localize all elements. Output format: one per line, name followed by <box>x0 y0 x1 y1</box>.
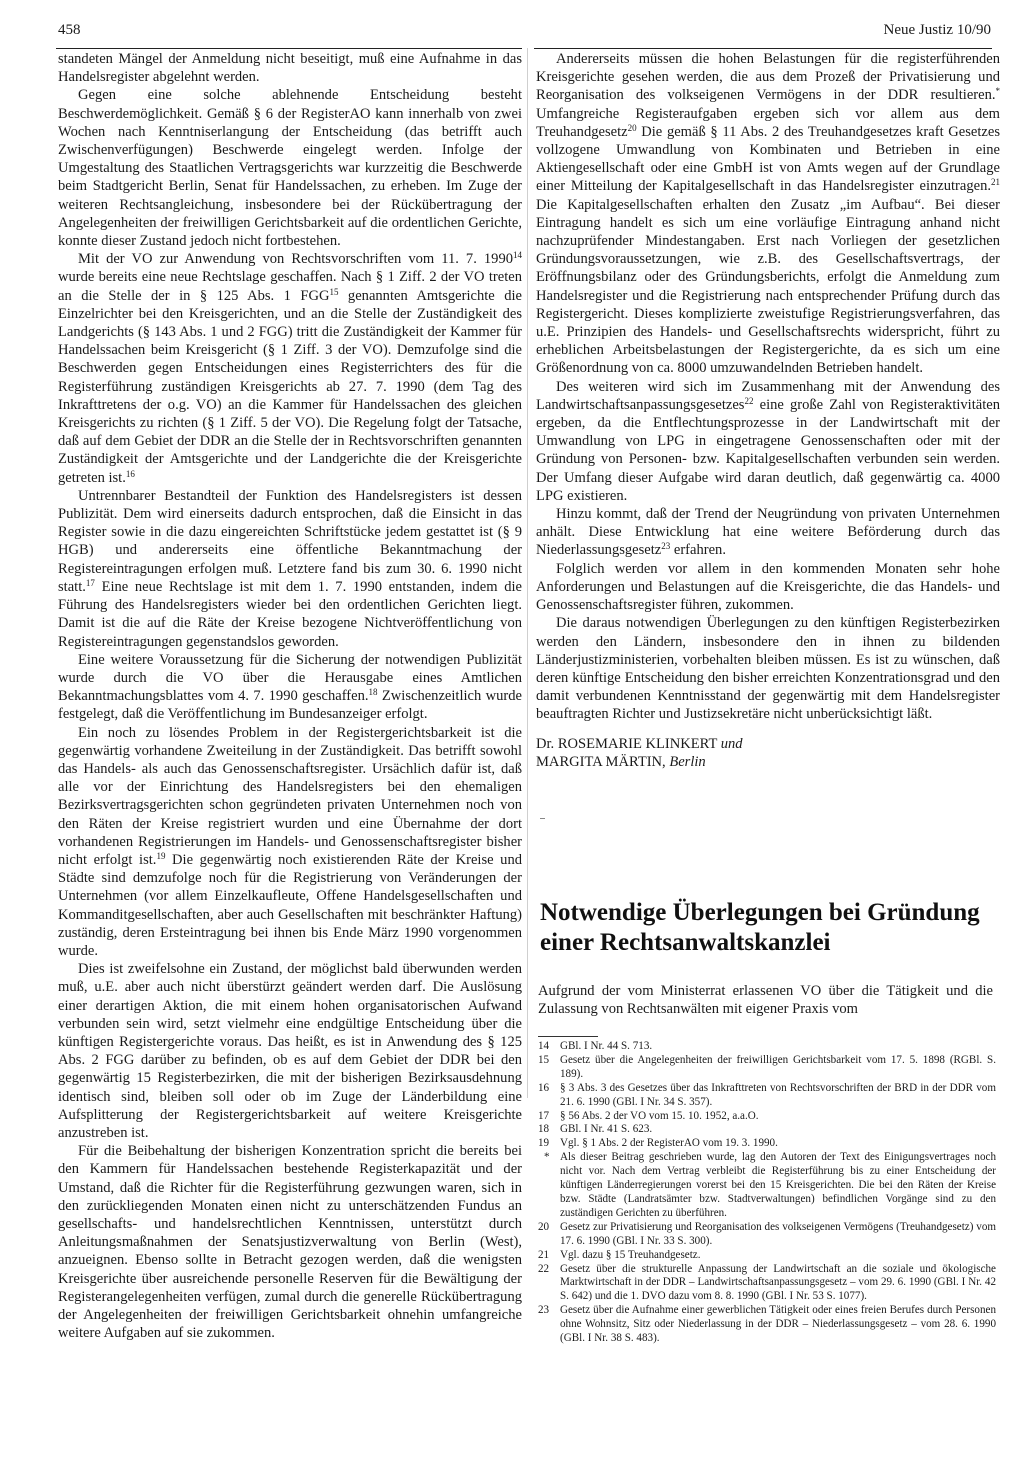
footnote <box>538 1110 996 1124</box>
footnote-reference: 18 <box>368 687 378 698</box>
page-header <box>58 22 991 46</box>
section-mark <box>540 818 545 819</box>
paragraph-text: Die gemäß § 11 Abs. 2 des Treuhandgesetzes kraft Gesetzes vollzogene Umwandlung von Kombinaten und Betrieben in eine Aktiengesellschaft oder eine GmbH ist von Amts wegen auf der Grundlage einer Mitteilung der Kapitalgesellschaft in das Handelsregister einzutragen. <box>536 123 1000 195</box>
footnote-number: 19 <box>538 1137 550 1150</box>
paragraph-text: Des weiteren wird sich im Zusammenhang mit der Anwendung des Landwirtschaftsanpassungsgesetzes <box>536 378 1000 413</box>
header-rule-right <box>534 48 992 49</box>
footnote-reference: 22 <box>744 395 754 406</box>
paragraph-text: Umfangreiche Registeraufgaben ergeben sich vor allem aus dem Treuhandgesetz <box>536 105 1000 140</box>
paragraph-text: eine große Zahl von Registeraktivitäten ergeben, da die Entflechtungsprozesse in der Landwirtschaft mit der Umwandlung von LPG in eingetragene Genossenschaften oder mit der Gründung von Personen- bzw. Kapitalgesellschaften verbunden sein werden. Der Umfang dieser Aufgabe wird daran deutlich, daß gegenwärtig ca. 4000 LPG existieren. <box>536 396 1000 504</box>
footnote-text: Als dieser Beitrag geschrieben wurde, lag den Autoren der Text des Einigungsvertrages noch nicht vor. Nach dem Vertrag verbleibt die Registerführung bis zu einer Entscheidung der künftigen Länderregierungen vorerst bei den 15 Kreisgerichten. Die bei den Räten der Kreise bzw. Städte (Landratsämter bzw. Stadtverwaltungen) befindlichen Vorgänge sind zu den zuständigen Gerichten zu überführen. <box>560 1151 996 1219</box>
footnote-text: Vgl. § 1 Abs. 2 der RegisterAO vom 19. 3. 1990. <box>560 1137 778 1150</box>
footnote-reference: * <box>995 86 1000 97</box>
footnote <box>538 1304 996 1346</box>
footnote-reference: 16 <box>125 468 135 479</box>
paragraph-text: Mit der VO zur Anwendung von Rechtsvorschriften vom 11. 7. 1990 <box>78 251 513 268</box>
paragraph: Folglich werden vor allem in den kommenden Monaten sehr hohe Anforderungen und Belastungen auf die Kreisgerichte, die das Handels- und Genossenschaftsregister führen, zukommen. <box>536 560 1000 614</box>
footnote-number: * <box>544 1151 550 1164</box>
footnote <box>538 1221 996 1249</box>
paragraph: standeten Mängel der Anmeldung nicht beseitigt, muß eine Aufnahme in das Handelsregister abgelehnt werden. <box>58 51 522 86</box>
footnote <box>538 1137 996 1151</box>
footnote-reference: 15 <box>329 286 339 297</box>
column-separator <box>527 48 528 1098</box>
footnote-number: 17 <box>538 1109 550 1122</box>
paragraph-text: Eine weitere Voraussetzung für die Sicherung der notwendigen Publizität wurde durch die VO über die Herausgabe eines Amtlichen Bekanntmachungsblattes vom 4. 7. 1990 geschaffen. <box>58 651 522 705</box>
footnote-number: 16 <box>538 1081 550 1094</box>
footnote-text: Gesetz zur Privatisierung und Reorganisation des volkseigenen Vermögens (Treuhandgesetz) vom 17. 6. 1990 (GBl. I Nr. 33 S. 300). <box>560 1220 996 1247</box>
author-signature <box>536 735 1000 771</box>
footnote-reference: 19 <box>156 850 166 861</box>
paragraph <box>536 50 1000 378</box>
footnote-text: Vgl. dazu § 15 Treuhandgesetz. <box>560 1248 701 1261</box>
article-headline: Notwendige Überlegungen bei Gründung einer Rechtsanwaltskanzlei <box>540 899 980 956</box>
paragraph-text: Ein noch zu lösendes Problem in der Registergerichtsbarkeit ist die gegenwärtig vorhandene Zweiteilung in der Zuständigkeit. Das betrifft sowohl das Handels- als auch das Genossenschaftsregister. Ursächlich dafür ist, daß alle vor der Einrichtung des Handelsregisters bei den ehemaligen Bezirksvertragsgerichten schon gegründeten privaten Unternehmen noch von den Räten der Kreise registriert wurden und eine Übernahme der dort vorhandenen Registrierungen im Handels- und Genossenschaftsregister bisher nicht erfolgt ist. <box>58 724 522 868</box>
header-rule-left <box>56 48 522 49</box>
paragraph-text: Hinzu kommt, daß der Trend der Neugründung von privaten Unternehmen anhält. Diese Entwicklung hat eine weitere Beförderung durch das Niederlassungsgesetz <box>536 506 1000 559</box>
footnote-reference: 17 <box>85 577 95 588</box>
footnote <box>538 1263 996 1305</box>
paragraph-text: Zwischenzeitlich wurde festgelegt, daß die Veröffentlichung im Bundesanzeiger erfolgt. <box>58 688 523 723</box>
paragraph-text: erfahren. <box>670 542 726 559</box>
footnote-number: 21 <box>538 1248 550 1261</box>
paragraph-text: Die gegenwärtig noch existierenden Räte der Kreise und Städte sind demzufolge noch für die Registrierung von Veränderungen der Unternehmen (vor allem Einzelkaufleute, Offene Handelsgesellschaften und Kommanditgesellschaften, aber auch Gesellschaften mit beschränkter Haftung) zuständig, deren Ersteintragung bei ihnen bis Ende März 1990 vorgenommen wurde. <box>58 851 522 959</box>
author-city: Berlin <box>669 753 706 770</box>
footnote-text: GBl. I Nr. 44 S. 713. <box>560 1040 653 1052</box>
footnote-number: 18 <box>538 1123 550 1136</box>
footnotes <box>538 1040 996 1346</box>
paragraph-text: Eine neue Rechtslage ist mit dem 1. 7. 1990 entstanden, indem die Führung des Handelsregisters wieder bei den ordentlichen Gerichten liegt. Damit ist die auf die Räte der Kreise bezogene Nichtveröffentlichung von Registereintragungen gegenstandslos geworden. <box>58 578 522 650</box>
footnote-number: 14 <box>538 1040 550 1052</box>
author-2-name: MARGITA MÄRTIN, <box>536 753 666 770</box>
footnote-reference: 23 <box>661 541 671 552</box>
footnote <box>538 1082 996 1110</box>
footnote <box>538 1123 996 1137</box>
paragraph-text: wurde bereits eine neue Rechtslage geschaffen. Nach § 1 Ziff. 2 der VO treten an die Stelle der in § 125 Abs. 1 FGG <box>58 269 522 304</box>
article-intro <box>538 982 993 1018</box>
footnote-text: Gesetz über die Angelegenheiten der freiwilligen Gerichtsbarkeit vom 17. 5. 1898 (RGBl. S. 189). <box>560 1053 996 1080</box>
paragraph <box>58 487 522 651</box>
footnote-reference: 14 <box>513 250 522 261</box>
footnote-number: 22 <box>538 1262 550 1275</box>
footnote <box>538 1151 996 1221</box>
paragraph: Für die Beibehaltung der bisherigen Konzentration spricht die bereits bei den Kammern für Handelssachen bestehende Registerkapazität und der Umstand, daß die Richter für die Registerführung gezwungen waren, sich in den zurückliegenden Monaten einen nicht zu unterschätzenden Fundus an gesellschafts- und handelsrechtlichen Kenntnissen, unterstützt durch Anleitungsmaßnahmen der Senatsjustizverwaltung von Berlin (West), anzueignen. Ebenso sollte in Betracht gezogen werden, daß die wenigsten Kreisgerichte über ausreichende personelle Reserven für die Bewältigung der Registerangelegenheiten verfügen, zumal durch die generelle Rückübertragung der Angelegenheiten der freiwilligen Gerichtsbarkeit ohnehin umfangreiche weitere Aufgaben auf sie zukommen. <box>58 1143 522 1342</box>
paragraph-text: Die Kapitalgesellschaften erhalten den Zusatz „im Aufbau“. Bei dieser Eintragung handelt es sich um eine vorläufige Eintragung anhand nicht nachzuprüfender Mindestangaben. Erst nach Vorliegen der gesetzlichen Gründungsvoraussetzungen, wie z.B. des Gesellschaftsvertrags, der Eröffnungsbilanz oder des Gründungsberichts, erfolgt die Anmeldung zum Handelsregister und die Registrierung nach entsprechender Prüfung durch das Registergericht. Dieses komplizierte zweistufige Registrierungsverfahren, das u.E. Prinzipien des Handels- und Gesellschaftsrechts widerspricht, führt zu erheblichen Arbeitsbelastungen der Registergerichte, da es sich um eine Größenordnung von ca. 8000 umzuwandelnden Betrieben handelt. <box>536 196 1000 377</box>
paragraph-text: Andererseits müssen die hohen Belastungen für die registerführenden Kreisgerichte gesehen werden, die aus dem Prozeß der Privatisierung und Reorganisation des volkseigenen Vermögens in der DDR resultieren. <box>536 51 1000 104</box>
footnote-number: 23 <box>538 1304 550 1317</box>
paragraph-text: genannten Amtsgerichte die Einzelrichter bei den Kreisgerichten, und an die Stelle der Zuständigkeit des Landgerichts (§ 143 Abs. 1 und 2 FGG) tritt die Zuständigkeit der Kammer für Handelssachen beim Kreisgericht (§ 1 Ziff. 3 der VO). Demzufolge sind die Beschwerden gegen Entscheidungen eines Registerrichters des für die Registerführung zuständigen Kreisgerichts ab 27. 7. 1990 (dem Tag des Inkrafttretens der o.g. VO) an die Kammer für Handelssachen des gleichen Kreisgerichts zu richten (§ 1 Ziff. 5 der VO). Die Regelung folgt der Tatsache, daß auf dem Gebiet der DDR an die Stelle der in Rechtsvorschriften genannten Zuständigkeit der Amtsgerichte und der Landgerichte die der Kreisgerichte getreten ist. <box>58 287 522 486</box>
footnote-number: 15 <box>538 1053 550 1066</box>
footnote-text: Gesetz über die Aufnahme einer gewerblichen Tätigkeit oder eines freien Berufes durch Personen ohne Wohnsitz, Sitz oder Niederlassung in der DDR – Niederlassungsgesetz – vom 28. 6. 1990 (GBl. I Nr. 38 S. 483). <box>560 1304 996 1345</box>
paragraph: Die daraus notwendigen Überlegungen zu den künftigen Registerbezirken werden den Ländern, insbesondere den in ihnen zu bildenden Länderjustizministerien, vorbehalten bleiben müssen. Es ist zu wünschen, daß deren künftige Entscheidung den bisher erreichten Konzentrationsgrad und den damit verbundenen Kenntnisstand der gegenwärtig mit dem Handelsregister beauftragten Richter und Justizsekretäre nicht unberücksichtigt läßt. <box>536 615 1000 723</box>
author-conjunction: und <box>720 735 743 752</box>
footnote-text: GBl. I Nr. 41 S. 623. <box>560 1123 653 1136</box>
author-line-2 <box>536 753 1000 771</box>
footnote-text: Gesetz über die strukturelle Anpassung der Landwirtschaft an die soziale und ökologische Marktwirtschaft in der DDR – Landwirtschaftsanpassungsgesetz – vom 29. 6. 1990 (GBl. I Nr. 42 S. 642) und die 1. DVO dazu vom 8. 8. 1990 (GBl. I Nr. 53 S. 1077). <box>560 1262 996 1303</box>
footnote-reference: 21 <box>991 177 1000 188</box>
footnote-text: § 56 Abs. 2 der VO vom 15. 10. 1952, a.a.O. <box>560 1109 759 1122</box>
right-column-paragraphs <box>536 50 1000 724</box>
paragraph: Dies ist zweifelsohne ein Zustand, der möglichst bald überwunden werden muß, u.E. aber auch nicht überstürzt geändert werden darf. Die Auslösung einer derartigen Aktion, die mit einem hohen organisatorischen Aufwand verbunden sein wird, setzt vielmehr eine endgültige Entscheidung über die künftigen Registergerichte voraus. Das heißt, es ist in Anwendung des § 125 Abs. 2 FGG darüber zu befinden, ob es auf dem Gebiet der DDR bei den gegenwärtig 15 Registerbezirken, die mit der bisherigen Bezirksausdehnung identisch sind, bleiben soll oder ob im Zuge der Länderbildung eine Aufsplitterung der Registergerichtsbarkeit auf weitere Kreisgerichte anzustreben ist. <box>58 961 522 1141</box>
article-intro-text: Aufgrund der vom Ministerrat erlassenen VO über die Tätigkeit und die Zulassung von Rechtsanwälten mit eigener Praxis vom <box>538 983 993 1018</box>
paragraph <box>536 378 1000 505</box>
author-1-name: Dr. ROSEMARIE KLINKERT <box>536 735 718 752</box>
left-column <box>58 50 522 1342</box>
footnote <box>538 1040 996 1054</box>
footnote <box>538 1054 996 1082</box>
paragraph <box>58 724 522 961</box>
author-line-1 <box>536 735 1000 753</box>
paragraph <box>536 505 1000 560</box>
paragraph <box>58 250 522 487</box>
journal-issue: Neue Justiz 10/90 <box>883 22 991 38</box>
footnote-rule <box>538 1036 598 1037</box>
footnote-number: 20 <box>538 1220 550 1233</box>
footnote-reference: 20 <box>627 122 637 133</box>
right-column <box>536 50 1000 771</box>
footnote-text: § 3 Abs. 3 des Gesetzes über das Inkrafttreten von Rechtsvorschriften der BRD in der DDR vom 21. 6. 1990 (GBl. I Nr. 34 S. 357). <box>560 1081 996 1108</box>
paragraph <box>58 651 522 724</box>
footnote <box>538 1249 996 1263</box>
paragraph: Gegen eine solche ablehnende Entscheidung besteht Beschwerdemöglichkeit. Gemäß § 6 der RegisterAO kann innerhalb von zwei Wochen nach Kenntniserlangung der Entscheidung (das betrifft auch Zwischenverfügungen) Beschwerde eingelegt werden. Infolge der Umgestaltung des Staatlichen Vertragsgerichts war kurzzeitig die Beschwerde beim Stadtgericht Berlin, Senat für Handelssachen, zu erheben. Im Zuge der weiteren Rechtsangleichung, insbesondere bei der Rückübertragung der Angelegenheiten der freiwilligen Gerichtsbarkeit auf die ordentlichen Gerichte, konnte dieser Zustand jedoch nicht fortbestehen. <box>58 87 522 250</box>
page-number: 458 <box>58 22 81 38</box>
paragraph-text: Untrennbarer Bestandteil der Funktion des Handelsregisters ist dessen Publizität. Dem wird einerseits dadurch entsprochen, daß die Einsicht in das Register sowie in die dazu eingereichten Schriftstücke jedem gestattet ist (§ 9 HGB) und andererseits eine öffentliche Bekanntmachung der Registereintragungen erfolgen muß. Letztere fand bis zum 30. 6. 1990 nicht statt. <box>58 487 522 595</box>
